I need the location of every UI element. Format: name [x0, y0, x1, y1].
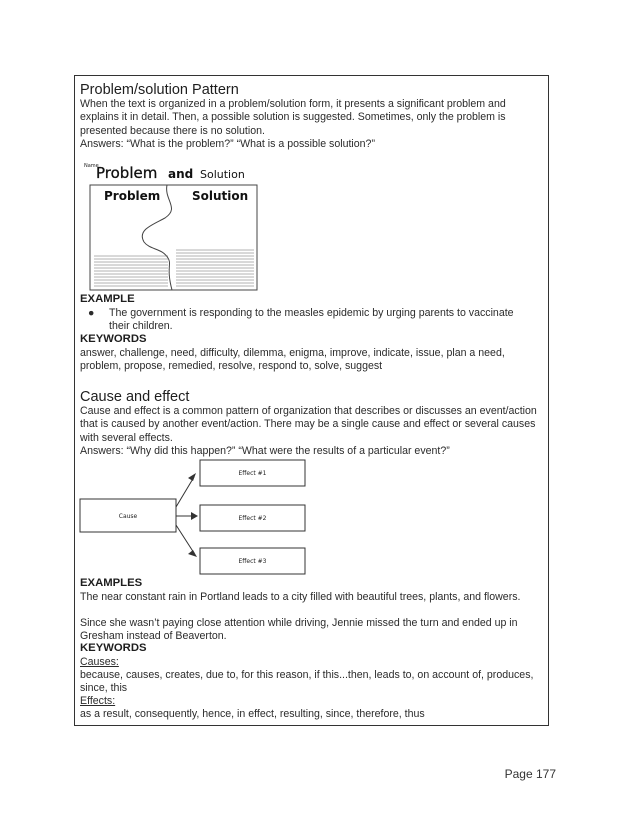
figure-title-and: and [168, 167, 194, 181]
problem-solution-worksheet-figure [82, 160, 262, 295]
causes-keywords: because, causes, creates, due to, for this reason, if this...then, leads to, on account of, produces, since, this [80, 669, 534, 695]
column-label-solution: Solution [192, 189, 249, 203]
problem-solution-answers: Answers: “What is the problem?” “What is a possible solution?” [80, 138, 375, 150]
figure-title-solution: Solution [200, 168, 245, 181]
page-number: Page 177 [504, 767, 556, 781]
cause-effect-description: Cause and effect is a common pattern of organization that describes or discusses an event/action that is caused by another event/action. There may be a single cause and effect or several causes with several effects. [80, 405, 537, 444]
arrowhead-icons [188, 473, 198, 557]
effects-label: Effects: [80, 695, 116, 707]
figure-title-problem: Problem [96, 164, 158, 182]
effects-keywords: as a result, consequently, hence, in effect, resulting, since, therefore, thus [80, 708, 425, 720]
keywords-heading: KEYWORDS [80, 333, 147, 345]
cause-effect-example-1: The near constant rain in Portland leads to a city filled with beautiful trees, plants, and flowers. [80, 591, 521, 603]
cause-label: Cause [118, 513, 138, 520]
problem-solution-description: When the text is organized in a problem/solution form, it presents a significant problem and explains it in detail. Then, a possible solution is suggested. Sometimes, only the problem is presented because there is no solution. [80, 98, 506, 137]
effect-2-label: Effect #2 [238, 515, 267, 522]
cause-effect-answers: Answers: “Why did this happen?” “What were the results of a particular event?” [80, 445, 450, 457]
problem-solution-keywords: answer, challenge, need, difficulty, dilemma, enigma, improve, indicate, issue, plan a need, problem, propose, remedied, resolve, respond to, solve, suggest [80, 347, 505, 373]
cause-effect-example-2: Since she wasn’t paying close attention while driving, Jennie missed the turn and ended up in Gresham instead of Beaverton. [80, 617, 518, 643]
bullet-dot-icon: ● [88, 307, 95, 319]
problem-solution-title: Problem/solution Pattern [80, 82, 239, 98]
example-heading: EXAMPLE [80, 293, 135, 305]
cause-effect-title: Cause and effect [80, 389, 190, 405]
example-bullet-item [88, 307, 536, 334]
figure-name-label: Name [84, 163, 99, 169]
causes-label: Causes: [80, 656, 119, 668]
cause-effect-diagram [78, 455, 318, 577]
effect-1-label: Effect #1 [238, 470, 267, 477]
example-text: The government is responding to the measles epidemic by urging parents to vaccinate their children. [109, 307, 514, 333]
effect-3-label: Effect #3 [238, 558, 267, 565]
cause-effect-keywords-heading: KEYWORDS [80, 642, 147, 654]
examples-heading: EXAMPLES [80, 577, 143, 589]
column-label-problem: Problem [104, 189, 161, 203]
